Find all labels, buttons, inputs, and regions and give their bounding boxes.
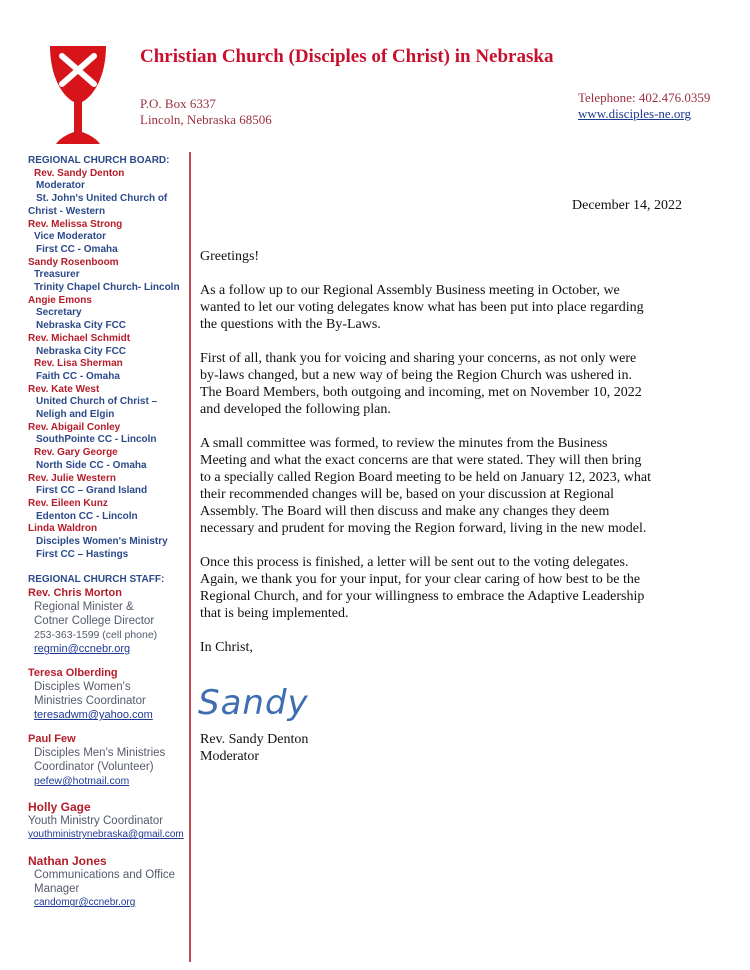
staff-phone: 253-363-1599 (cell phone) bbox=[34, 629, 158, 642]
staff-name: Teresa Olberding bbox=[28, 667, 118, 680]
board-member-church: Faith CC - Omaha bbox=[36, 370, 120, 382]
board-member-name: Linda Waldron bbox=[28, 523, 98, 535]
staff-role: Manager bbox=[34, 883, 80, 896]
staff-role: Cotner College Director bbox=[34, 615, 155, 628]
board-member-church: St. John's United Church of bbox=[36, 193, 168, 205]
board-member-role: Treasurer bbox=[34, 269, 80, 281]
staff-name: Paul Few bbox=[28, 733, 76, 746]
board-member-church: Disciples Women's Ministry bbox=[36, 536, 168, 548]
board-member-church: First CC – Hastings bbox=[36, 548, 129, 560]
board-member-church: North Side CC - Omaha bbox=[36, 459, 147, 471]
staff-role: Regional Minister & bbox=[34, 601, 134, 614]
staff-email-link[interactable]: pefew@hotmail.com bbox=[34, 775, 130, 788]
board-member-church: Nebraska City FCC bbox=[36, 345, 127, 357]
board-member-name: Rev. Eileen Kunz bbox=[28, 497, 108, 509]
board-member-name: Rev. Lisa Sherman bbox=[34, 358, 123, 370]
sidebar bbox=[28, 155, 188, 910]
board-heading: REGIONAL CHURCH BOARD: bbox=[28, 155, 170, 166]
board-member-church: Edenton CC - Lincoln bbox=[36, 510, 138, 522]
paragraph: As a follow up to our Regional Assembly Business meeting in October, we wanted to let our voting delegates know what has been put into place regarding the questions with the By-Laws. bbox=[200, 283, 644, 332]
staff-role: Ministries Coordinator bbox=[34, 695, 146, 708]
board-member-name: Sandy Rosenboom bbox=[28, 256, 119, 268]
board-member-church: Nebraska City FCC bbox=[36, 320, 127, 332]
staff-name: Rev. Chris Morton bbox=[28, 587, 122, 600]
letter-body bbox=[200, 248, 690, 673]
signer-title: Moderator bbox=[200, 749, 260, 764]
staff-heading: REGIONAL CHURCH STAFF: bbox=[28, 573, 165, 585]
paragraph: First of all, thank you for voicing and sharing your concerns, as not only were by-laws changed, but a new way of being the Region Church was ushered in. The Board Members, both outgoing and incoming, met on November 10, 2022 and developed the following plan. bbox=[200, 351, 642, 417]
staff-email-link[interactable]: regmin@ccnebr.org bbox=[34, 643, 131, 656]
staff-role: Youth Ministry Coordinator bbox=[28, 815, 164, 828]
closing: In Christ, bbox=[200, 640, 253, 655]
contact-info bbox=[578, 90, 710, 122]
staff-role: Communications and Office bbox=[34, 869, 176, 882]
paragraph: A small committee was formed, to review the minutes from the Business Meeting and what the exact concerns are that were stated. They will then bring to a specially called Region Board meeting to be held on January 12, 2023, what their recommended changes will be, based on your discussion at Regional Assembly. The Board will then discuss and make any changes they deem necessary and prudent for moving the Region forward, living in the new model. bbox=[200, 436, 651, 536]
address-line: P.O. Box 6337 bbox=[140, 96, 216, 111]
staff-role: Coordinator (Volunteer) bbox=[34, 761, 154, 774]
board-member-church: First CC – Grand Island bbox=[36, 485, 148, 497]
paragraph: Once this process is finished, a letter will be sent out to the voting delegates. Again, we thank you for your input, for your clear caring of how best to be the Regional Church, and for your willingness to embrace the Adaptive Leadership that is being implemented. bbox=[200, 555, 645, 621]
board-member-church: United Church of Christ – bbox=[36, 396, 158, 408]
board-member-role: Moderator bbox=[36, 180, 85, 192]
staff-email-link[interactable]: teresadwm@yahoo.com bbox=[34, 709, 153, 722]
board-member-name: Rev. Gary George bbox=[34, 447, 118, 459]
board-member-name: Rev. Abigail Conley bbox=[28, 421, 121, 433]
staff-email-link[interactable]: youthministrynebraska@gmail.com bbox=[28, 829, 184, 841]
board-member-name: Angie Emons bbox=[28, 294, 92, 306]
board-member-church: Neligh and Elgin bbox=[36, 409, 115, 421]
address-line: Lincoln, Nebraska 68506 bbox=[140, 112, 272, 127]
board-member-name: Rev. Kate West bbox=[28, 383, 100, 395]
board-member-role: Vice Moderator bbox=[34, 231, 107, 243]
board-member-role: Secretary bbox=[36, 307, 82, 319]
website-link[interactable]: www.disciples-ne.org bbox=[578, 106, 692, 121]
staff-name: Holly Gage bbox=[28, 800, 91, 815]
signer-name: Rev. Sandy Denton bbox=[200, 732, 309, 747]
board-member-church: Christ - Western bbox=[28, 205, 106, 217]
board-member-church: First CC - Omaha bbox=[36, 243, 118, 255]
board-member-name: Rev. Julie Western bbox=[28, 472, 116, 484]
board-member-church: Trinity Chapel Church- Lincoln bbox=[34, 282, 180, 294]
staff-name: Nathan Jones bbox=[28, 854, 107, 869]
staff-role: Disciples Men's Ministries bbox=[34, 747, 166, 760]
board-member-name: Rev. Melissa Strong bbox=[28, 218, 123, 230]
handwritten-signature: Sandy bbox=[198, 683, 309, 723]
greeting: Greetings! bbox=[200, 249, 260, 264]
telephone: Telephone: 402.476.0359 bbox=[578, 90, 711, 105]
staff-email-link[interactable]: candomgr@ccnebr.org bbox=[34, 897, 136, 909]
letter-date: December 14, 2022 bbox=[572, 198, 683, 213]
vertical-divider bbox=[189, 152, 191, 962]
mailing-address bbox=[140, 96, 272, 128]
board-member-name: Rev. Michael Schmidt bbox=[28, 332, 131, 344]
staff-role: Disciples Women's bbox=[34, 681, 131, 694]
board-member-name: Rev. Sandy Denton bbox=[34, 167, 125, 179]
chalice-cross-logo-icon bbox=[48, 44, 108, 148]
board-member-church: SouthPointe CC - Lincoln bbox=[36, 434, 157, 446]
signer-block bbox=[200, 731, 308, 765]
org-title: Christian Church (Disciples of Christ) in Nebraska bbox=[140, 46, 554, 67]
